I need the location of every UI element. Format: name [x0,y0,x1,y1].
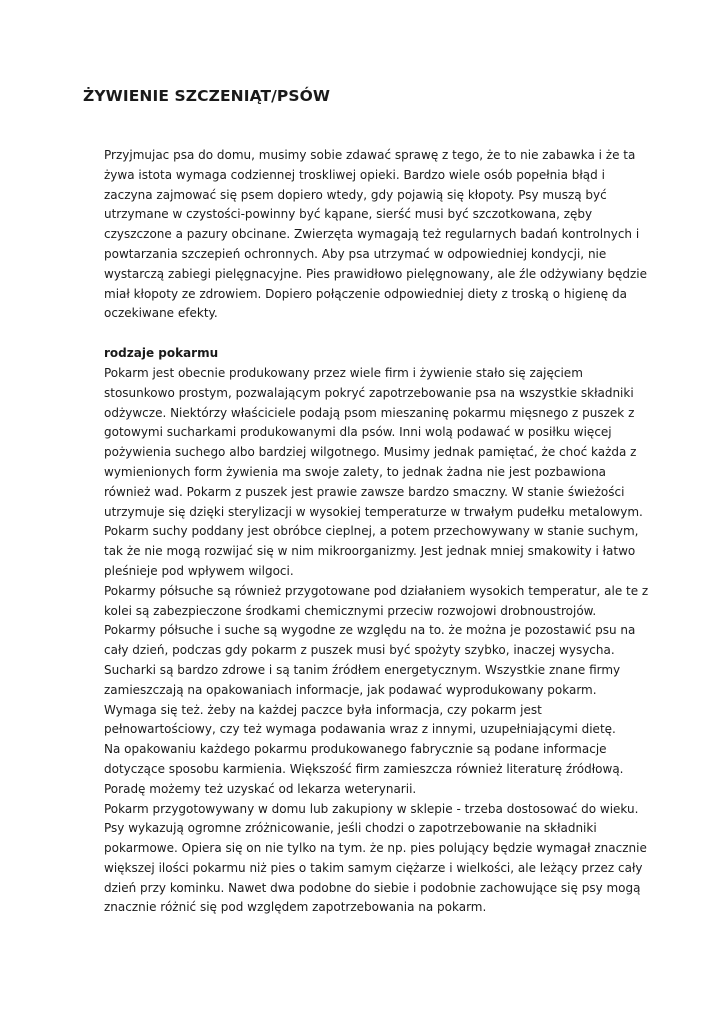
intro-line: czyszczone a pazury obcinane. Zwierzęta wymagają też regularnych badań kontrolnych i [104,227,640,242]
section-line: tak że nie mogą rozwijać się w nim mikroorganizmy. Jest jednak mniej smakowity i łatwo [104,544,636,559]
section-line: zamieszczają na opakowaniach informacje, jak podawać wyprodukowany pokarm. [104,682,597,697]
section-line: stosunkowo prostym, pozwalającym pokryć zapotrzebowanie psa na wszystkie składniki [104,385,634,400]
intro-line: miał kłopoty ze zdrowiem. Dopiero połączenie odpowiedniej diety z troską o higienę da [104,286,627,301]
intro-line: zaczyna zajmować się psem dopiero wtedy, gdy pojawią się kłopoty. Psy muszą być [104,187,607,202]
section-heading: rodzaje pokarmu [104,346,219,361]
intro-line: żywa istota wymaga codziennej troskliwej opieki. Bardzo wiele osób popełnia błąd i [104,167,605,182]
section-paragraph [104,364,664,918]
section-line: Pokarm suchy poddany jest obróbce cieplnej, a potem przechowywany w stanie suchym, [104,524,639,539]
intro-line: oczekiwane efekty. [104,306,218,321]
section-line: pełnowartościowy, czy też wymaga podawania wraz z innymi, uzupełniającymi dietę. [104,722,616,737]
section-line: pożywienia suchego albo bardziej wilgotnego. Musimy jednak pamiętać, że choć każda z [104,445,637,460]
section-line: odżywcze. Niektórzy właściciele podają psom mieszaninę pokarmu mięsnego z puszek z [104,405,635,420]
section-line: Pokarm przygotowywany w domu lub zakupiony w sklepie - trzeba dostosować do wieku. [104,801,639,816]
document-title: ŻYWIENIE SZCZENIĄT/PSÓW [83,87,331,105]
section-line: pleśnieje pod wpływem wilgoci. [104,563,294,578]
section-line: pokarmowe. Opiera się on nie tylko na tym. że np. pies polujący będzie wymagał znacznie [104,841,647,856]
section-line: Wymaga się też. żeby na każdej paczce była informacja, czy pokarm jest [104,702,542,717]
section-line: Pokarm jest obecnie produkowany przez wiele firm i żywienie stało się zajęciem [104,365,583,380]
section-line: Na opakowaniu każdego pokarmu produkowanego fabrycznie są podane informacje [104,742,607,757]
intro-paragraph [104,146,664,324]
section-line: Pokarmy półsuche są również przygotowane pod działaniem wysokich temperatur, ale te z [104,583,649,598]
document-body [104,146,664,918]
section-line: utrzymuje się dzięki sterylizacji w wysokiej temperaturze w trwałym pudełku metalowym. [104,504,643,519]
section-line: znacznie różnić się pod względem zapotrzebowania na pokarm. [104,900,487,915]
section-line: dzień przy kominku. Nawet dwa podobne do siebie i podobnie zachowujące się psy mogą [104,880,641,895]
intro-line: wystarczą zabiegi pielęgnacyjne. Pies prawidłowo pielęgnowany, ale źle odżywiany będzie [104,266,647,281]
intro-line: Przyjmujac psa do domu, musimy sobie zdawać sprawę z tego, że to nie zabawka i że ta [104,148,636,162]
section-line: cały dzień, podczas gdy pokarm z puszek musi być spożyty szybko, inaczej wysycha. [104,643,615,658]
section-line: dotyczące sposobu karmienia. Większość firm zamieszcza również literaturę źródłową. [104,761,624,776]
paragraph-gap [104,324,664,344]
section-line: Pokarmy półsuche i suche są wygodne ze względu na to. że można je pozostawić psu na [104,623,636,638]
section-line: Sucharki są bardzo zdrowe i są tanim źródłem energetycznym. Wszystkie znane firmy [104,662,621,677]
section-line: Psy wykazują ogromne zróżnicowanie, jeśli chodzi o zapotrzebowanie na składniki [104,821,597,836]
intro-line: utrzymane w czystości-powinny być kąpane, sierść musi być szczotkowana, zęby [104,207,593,222]
section-line: większej ilości pokarmu niż pies o takim samym ciężarze i wielkości, ale leżący przez cały [104,860,643,875]
section-line: gotowymi sucharkami produkowanymi dla psów. Inni wolą podawać w posiłku więcej [104,425,612,440]
section-line: wymienionych form żywienia ma swoje zalety, to jednak żadna nie jest pozbawiona [104,464,607,479]
section-line: Poradę możemy też uzyskać od lekarza weterynarii. [104,781,417,796]
intro-line: powtarzania szczepień ochronnych. Aby psa utrzymać w odpowiedniej kondycji, nie [104,246,607,261]
section-line: kolei są zabezpieczone środkami chemicznymi przeciw rozwojowi drobnoustrojów. [104,603,597,618]
section-line: również wad. Pokarm z puszek jest prawie zawsze bardzo smaczny. W stanie świeżości [104,484,625,499]
